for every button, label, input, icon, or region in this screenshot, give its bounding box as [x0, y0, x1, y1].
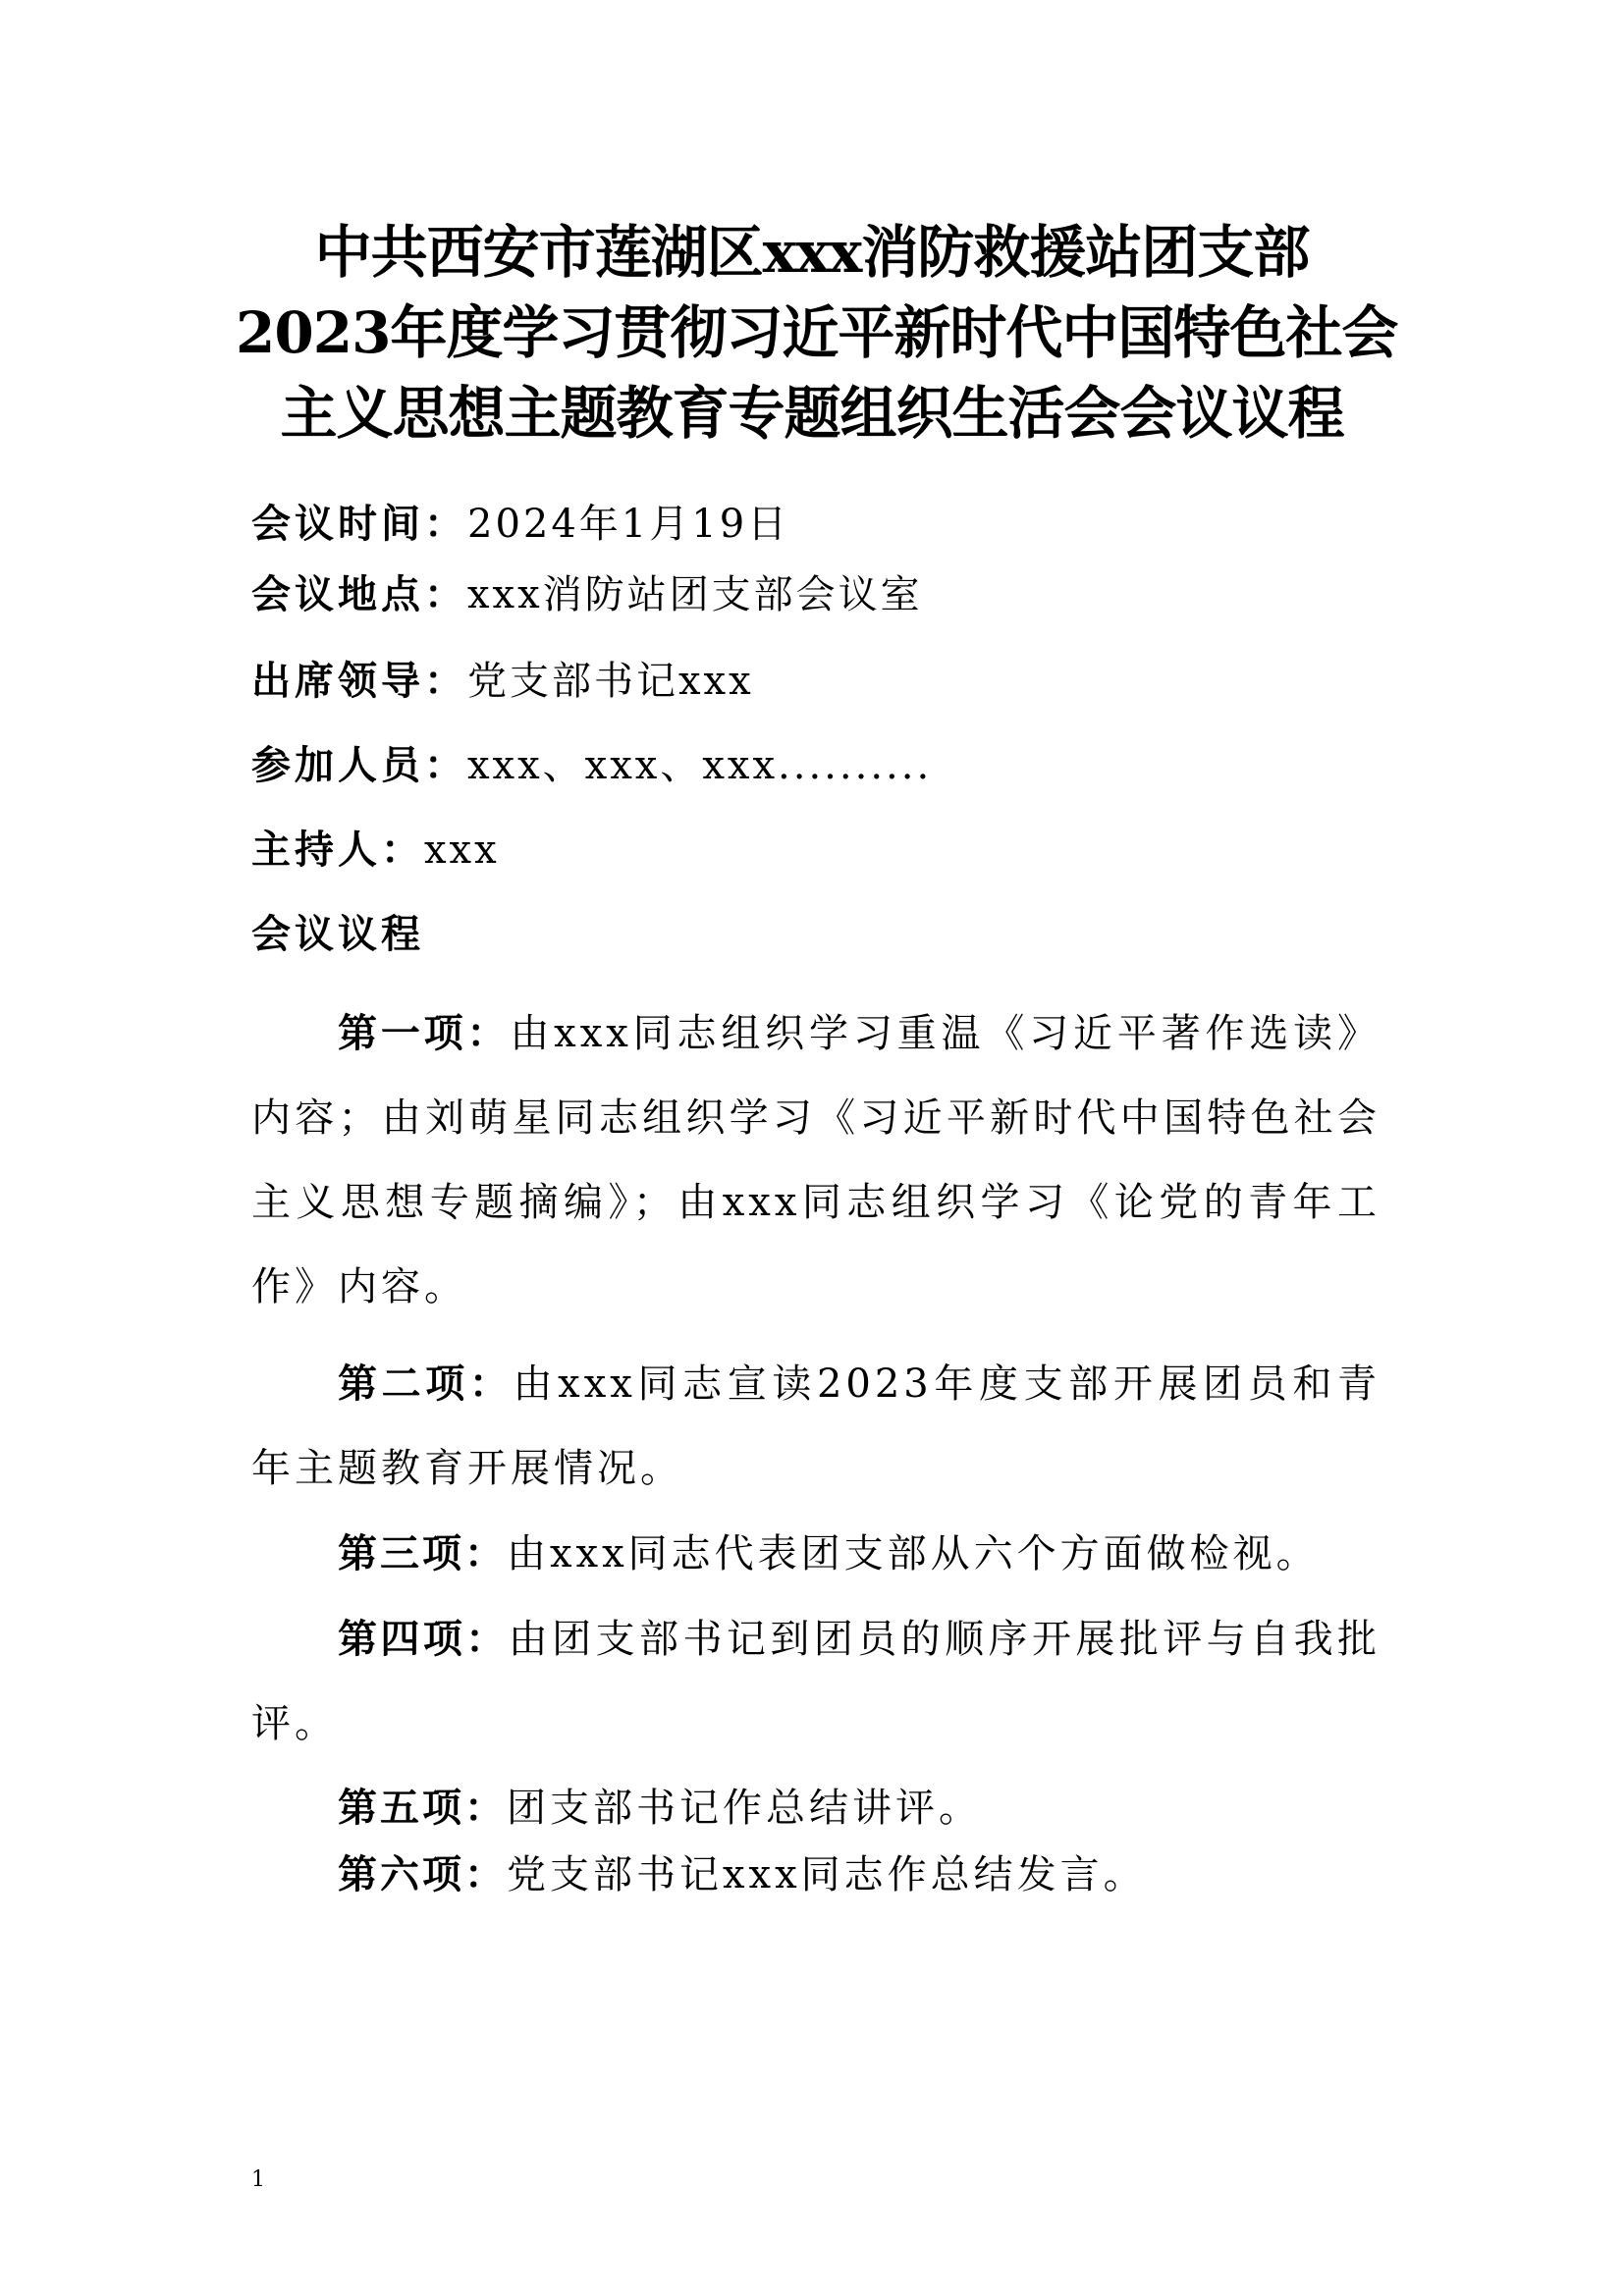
agenda-item-4 — [251, 1597, 1380, 1766]
agenda-item-1 — [251, 991, 1380, 1329]
participants-value: xxx、xxx、xxx.......... — [467, 743, 933, 788]
participants-label: 参加人员： — [251, 743, 467, 788]
agenda-item-6 — [251, 1845, 1380, 1904]
agenda-item-2 — [251, 1342, 1380, 1511]
agenda-item-3-text: 由xxx同志代表团支部从六个方面做检视。 — [507, 1531, 1320, 1576]
agenda-item-2-label: 第二项： — [338, 1362, 514, 1407]
agenda-item-5 — [251, 1779, 1380, 1838]
host-label: 主持人： — [251, 828, 424, 873]
agenda-item-6-text: 党支部书记xxx同志作总结发言。 — [507, 1852, 1147, 1897]
participants-row — [251, 738, 1430, 793]
meeting-time-row — [251, 497, 1430, 552]
agenda-item-1-text: 由xxx同志组织学习重温《习近平著作选读》内容；由刘萌星同志组织学习《习近平新时代中国特色社会主义思想专题摘编》；由xxx同志组织学习《论党的青年工作》内容。 — [251, 1011, 1381, 1309]
agenda-item-3-label: 第三项： — [338, 1531, 507, 1576]
host-value: xxx — [424, 828, 500, 873]
host-row — [251, 823, 1430, 878]
agenda-item-5-text: 团支部书记作总结讲评。 — [507, 1786, 982, 1831]
agenda-heading: 会议议程 — [251, 912, 424, 957]
title-line-1: 中共西安市莲湖区xxx消防救援站团支部 — [314, 219, 1310, 286]
agenda-item-3 — [251, 1512, 1380, 1596]
agenda-item-2-text: 由xxx同志宣读2023年度支部开展团员和青年主题教育开展情况。 — [251, 1362, 1381, 1491]
meeting-place-label: 会议地点： — [251, 572, 467, 617]
meeting-place-value: xxx消防站团支部会议室 — [467, 572, 923, 617]
attending-leader-row — [251, 654, 1430, 709]
attending-leader-value: 党支部书记xxx — [467, 659, 754, 704]
meeting-time-value: 2024年1月19日 — [467, 502, 790, 547]
meeting-place-row — [251, 567, 1430, 622]
agenda-item-4-label: 第四项： — [338, 1617, 509, 1662]
meeting-time-label: 会议时间： — [251, 502, 467, 547]
agenda-item-6-label: 第六项： — [338, 1852, 507, 1897]
agenda-item-4-text: 由团支部书记到团员的顺序开展批评与自我批评。 — [251, 1617, 1381, 1746]
agenda-item-5-label: 第五项： — [338, 1786, 507, 1831]
agenda-item-1-label: 第一项： — [338, 1011, 511, 1056]
page-number: 1 — [251, 2167, 265, 2192]
title-line-2: 2023年度学习贯彻习近平新时代中国特色社会 — [236, 299, 1398, 366]
document-title — [236, 212, 1398, 454]
attending-leader-label: 出席领导： — [251, 659, 467, 704]
title-line-3: 主义思想主题教育专题组织生活会会议议程 — [280, 380, 1344, 447]
